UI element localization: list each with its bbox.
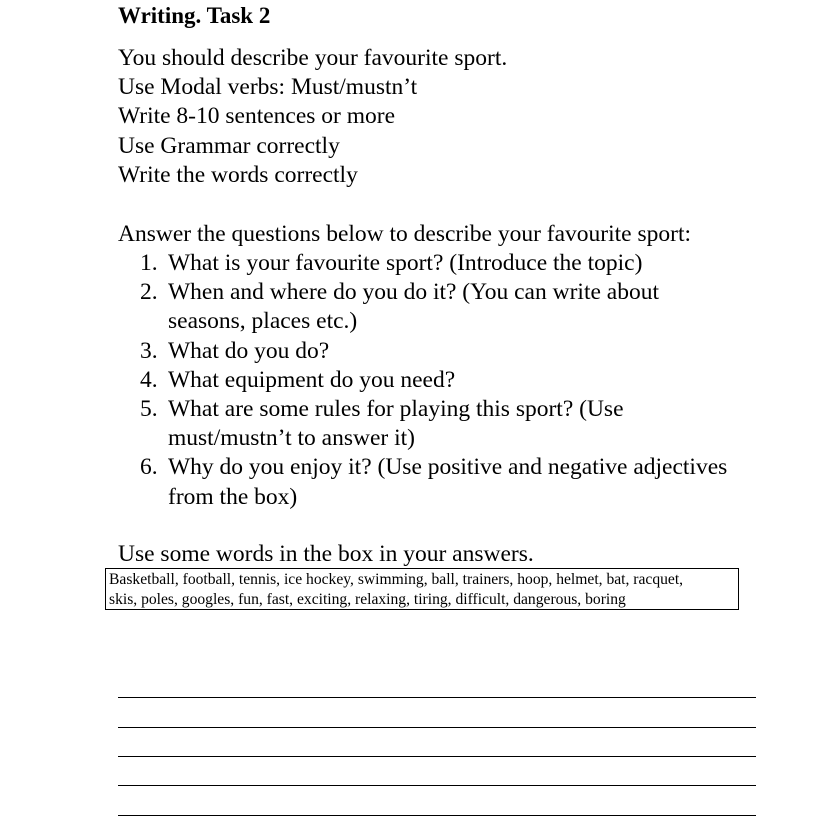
instruction-item: Write the words correctly <box>118 161 358 188</box>
question-item <box>140 453 727 511</box>
instruction-item: Use Modal verbs: Must/mustn’t <box>118 74 418 101</box>
answer-line[interactable] <box>118 756 756 757</box>
question-number: 4. <box>140 366 158 393</box>
question-number: 3. <box>140 337 158 364</box>
questions-intro: Answer the questions below to describe your favourite sport: <box>118 221 692 247</box>
word-box-line: Basketball, football, tennis, ice hockey, swimming, ball, trainers, hoop, helmet, bat, racquet, <box>109 571 684 588</box>
question-number: 2. <box>140 279 158 306</box>
question-number: 6. <box>140 454 158 481</box>
answer-line[interactable] <box>118 697 756 698</box>
question-text: from the box) <box>168 483 298 510</box>
question-text: What equipment do you need? <box>168 366 456 393</box>
page-title: Writing. Task 2 <box>118 3 271 28</box>
question-item <box>140 249 727 278</box>
word-box-line: skis, poles, googles, fun, fast, exciting, relaxing, tiring, difficult, dangerous, boring <box>109 590 626 608</box>
answer-line[interactable] <box>118 785 756 786</box>
question-text: What do you do? <box>168 337 330 364</box>
question-item <box>140 395 727 453</box>
question-item <box>140 366 727 395</box>
answer-line[interactable] <box>118 727 756 728</box>
instructions-list <box>118 44 507 190</box>
question-text: When and where do you do it? (You can write about <box>168 279 659 306</box>
use-words-instruction: Use some words in the box in your answers. <box>118 541 534 567</box>
question-item <box>140 278 727 336</box>
instruction-item: You should describe your favourite sport. <box>118 45 508 71</box>
word-box <box>105 568 739 610</box>
question-text: must/mustn’t to answer it) <box>168 425 415 452</box>
questions-list <box>140 249 727 512</box>
question-text: Why do you enjoy it? (Use positive and negative adjectives <box>168 454 728 481</box>
question-text: seasons, places etc.) <box>168 308 358 335</box>
question-text: What is your favourite sport? (Introduce the topic) <box>168 250 643 276</box>
question-item <box>140 337 727 366</box>
instruction-item: Write 8-10 sentences or more <box>118 103 396 130</box>
answer-line[interactable] <box>118 815 756 816</box>
question-number: 5. <box>140 396 158 423</box>
instruction-item: Use Grammar correctly <box>118 132 340 159</box>
question-text: What are some rules for playing this sport? (Use <box>168 396 624 423</box>
question-number: 1. <box>140 250 158 276</box>
